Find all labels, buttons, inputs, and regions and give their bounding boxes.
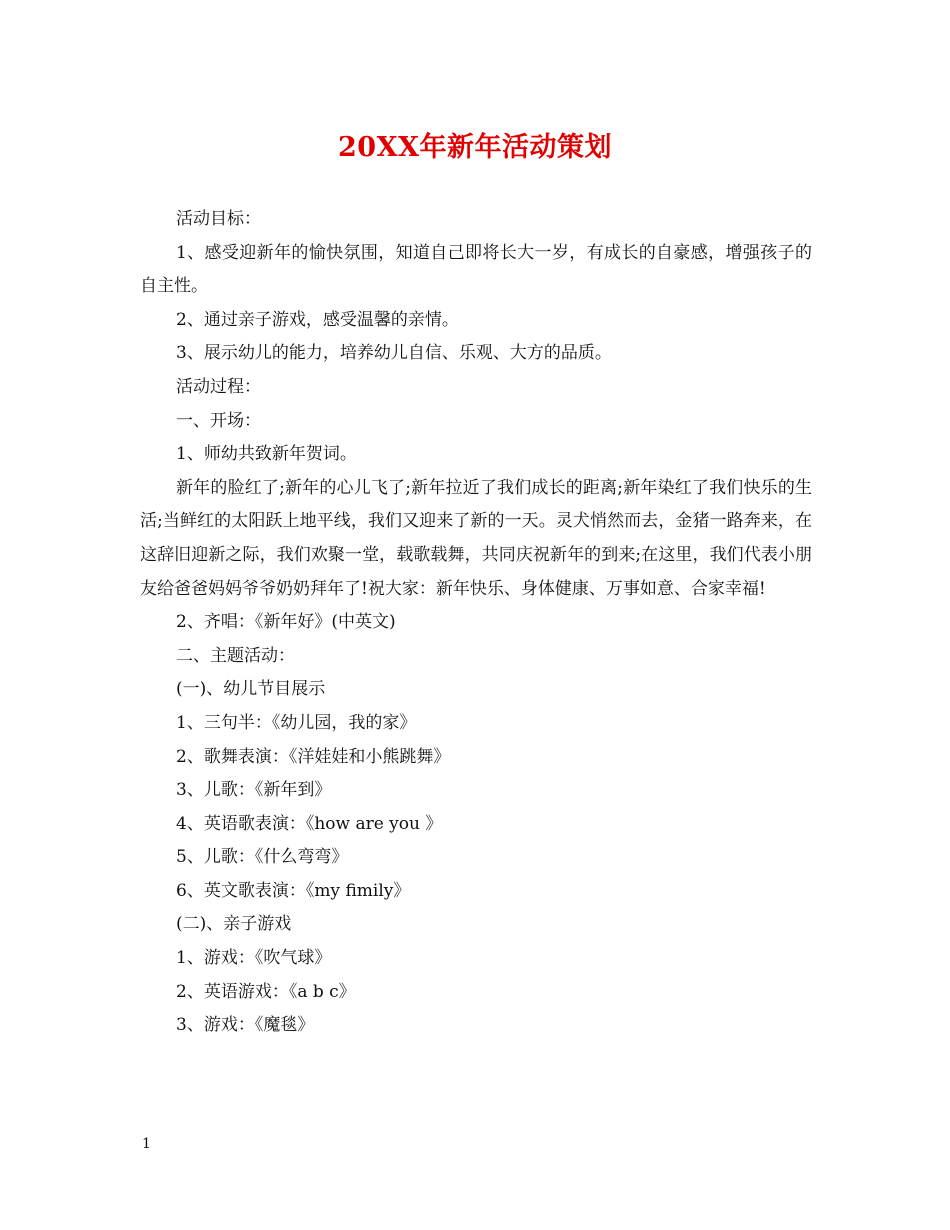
paragraph: 5、儿歌：《什么弯弯》 <box>176 847 349 868</box>
paragraph: 4、英语歌表演：《how are you 》 <box>176 813 443 834</box>
paragraph: 二、主题活动： <box>176 645 295 666</box>
paragraph: 新年的脸红了;新年的心儿飞了;新年拉近了我们成长的距离;新年染红了我们快乐的生活;当鲜红的太阳跃上地平线，我们又迎来了新的一天。灵犬悄然而去，金猪一路奔来，在这辞旧迎新之际，我们欢聚一堂，载歌载舞，共同庆祝新年的到来;在这里，我们代表小朋友给爸爸妈妈爷爷奶奶拜年了!祝大家：新年快乐、身体健康、万事如意、合家幸福! <box>140 477 812 599</box>
paragraph: 3、儿歌：《新年到》 <box>176 780 332 801</box>
paragraph: 2、英语游戏：《a b c》 <box>176 981 356 1002</box>
paragraph: 1、感受迎新年的愉快氛围，知道自己即将长大一岁，有成长的自豪感，增强孩子的自主性。 <box>140 242 812 297</box>
document-body <box>140 203 812 1043</box>
paragraph: 1、三句半：《幼儿园，我的家》 <box>176 712 417 733</box>
paragraph: 2、齐唱：《新年好》(中英文) <box>176 612 396 633</box>
document-title: 20XX年新年活动策划 <box>338 132 612 163</box>
paragraph: (一)、幼儿节目展示 <box>176 679 326 700</box>
paragraph: 3、展示幼儿的能力，培养幼儿自信、乐观、大方的品质。 <box>176 343 612 364</box>
paragraph: 2、通过亲子游戏，感受温馨的亲情。 <box>176 309 459 330</box>
paragraph: 活动过程： <box>176 376 261 397</box>
paragraph: 6、英文歌表演：《my fimily》 <box>176 880 411 901</box>
paragraph: 活动目标： <box>176 209 261 229</box>
paragraph: 2、歌舞表演：《洋娃娃和小熊跳舞》 <box>176 746 451 767</box>
page-number: 1 <box>142 1136 151 1152</box>
paragraph: 1、师幼共致新年贺词。 <box>176 444 357 465</box>
paragraph: (二)、亲子游戏 <box>176 914 292 935</box>
paragraph: 一、开场： <box>176 410 261 431</box>
paragraph: 3、游戏：《魔毯》 <box>176 1015 315 1036</box>
paragraph: 1、游戏：《吹气球》 <box>176 948 332 969</box>
